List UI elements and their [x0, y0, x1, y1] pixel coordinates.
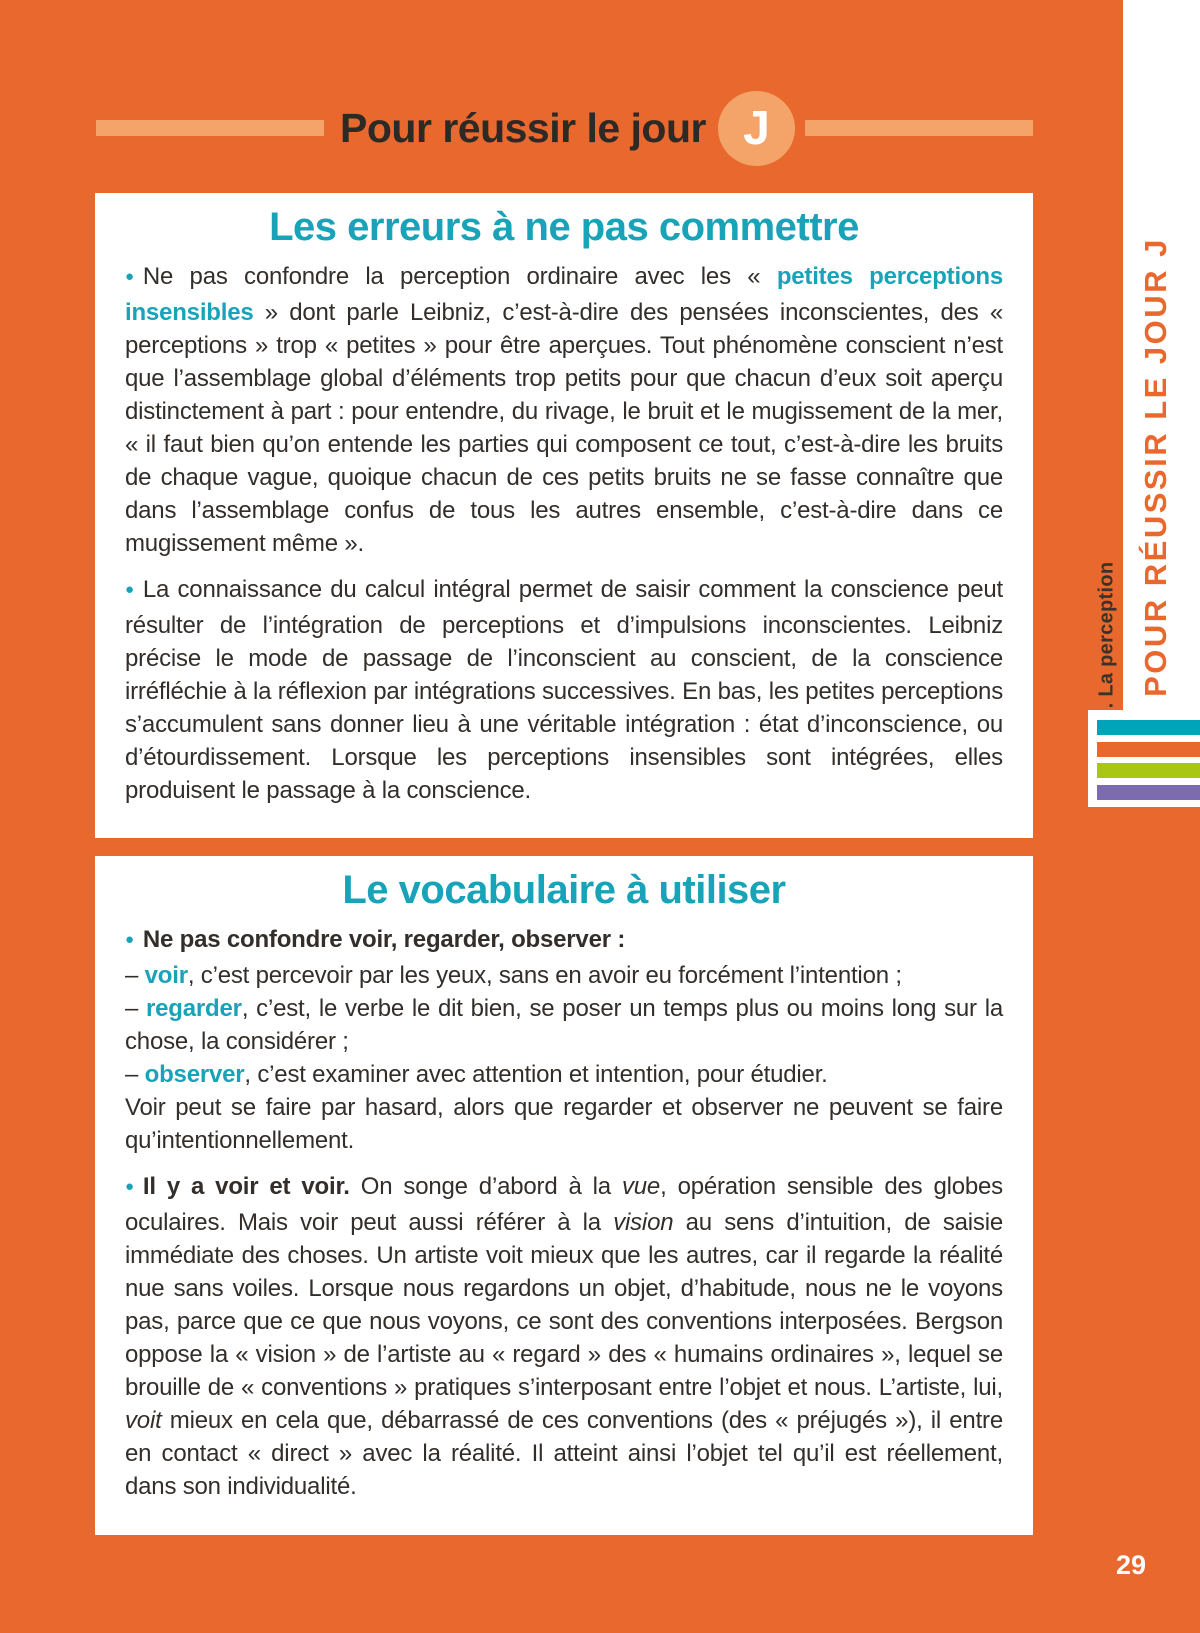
header-rule-left: [96, 120, 324, 136]
section-title: Le vocabulaire à utiliser: [342, 868, 786, 912]
paragraph-text: – regarder, c’est, le verbe le dit bien, se poser un temps plus ou moins long sur la chose, la considérer ;: [125, 995, 1003, 1055]
section-vocabulaire: [95, 856, 1033, 1535]
paragraph-text: Il y a voir et voir. On songe d’abord à la vue, opération sensible des globes oculaires. Mais voir peut aussi référer à la vision au sens d’intuition, de saisie immédiate des choses. Un artiste voit mieux que les autres, car il regarde la réalité nue sans voiles. Lorsque nous regardons un objet, d’habitude, nous ne le voyons pas, parce que ce que nous voyons, ce sont des conventions interposées. Bergson oppose la « vision » de l’artiste au « regard » des « humains ordinaires », lequel se brouille de « conventions » pratiques s’interposant entre l’objet et nous. L’artiste, lui, voit mieux en cela que, débarrassé de ces conventions (des « préjugés »), il entre en contact « direct » avec la réalité. Il atteint ainsi l’objet tel qu’il est réellement, dans son individualité.: [125, 1173, 1003, 1500]
paragraph: [125, 959, 1003, 992]
paragraph-text: – observer, c’est examiner avec attention et intention, pour étudier.: [125, 1061, 828, 1088]
day-j-badge: [718, 91, 795, 166]
sidebar-color-bar-teal: [1097, 720, 1200, 735]
page-title: Pour réussir le jour: [340, 104, 706, 151]
paragraph-text: Ne pas confondre la perception ordinaire avec les « petites perceptions insensibles » dont parle Leibniz, c’est-à-dire des pensées inconscientes, des « perceptions » trop « petites » pour être aperçues. Tout phénomène conscient n’est que l’assemblage global d’éléments trop petits pour que chacun d’eux soit aperçu distinctement à part : pour entendre, du rivage, le bruit et le mugissement de la mer, « il faut bien qu’on entende les parties qui composent ce tout, c’est-à-dire les bruits de chaque vague, quoique chacun de ces petits bruits ne se fasse connaître que dans l’assemblage confus de tous les autres ensemble, c’est-à-dire dans ce mugissement même ».: [125, 263, 1003, 557]
paragraph: [125, 923, 1003, 959]
sidebar-color-bar-orange: [1097, 742, 1200, 757]
section-erreurs: [95, 193, 1033, 838]
paragraph-text: – voir, c’est percevoir par les yeux, sans en avoir eu forcément l’intention ;: [125, 962, 902, 989]
paragraph: [125, 1058, 1003, 1091]
sidebar-color-bar-purple: [1097, 785, 1200, 800]
page-header: [96, 86, 1033, 170]
sidebar-color-bar-green: [1097, 763, 1200, 778]
page-number: 29: [1116, 1550, 1147, 1580]
paragraph-text: Voir peut se faire par hasard, alors que regarder et observer ne peuvent se faire qu’intentionnellement.: [125, 1094, 1003, 1154]
bullet-icon: ●: [125, 931, 134, 948]
paragraph-text: Ne pas confondre voir, regarder, observer :: [142, 926, 626, 953]
bullet-icon: ●: [125, 268, 134, 285]
day-j-badge-letter: J: [743, 101, 770, 155]
paragraph: [125, 260, 1003, 560]
paragraph: [125, 1170, 1003, 1503]
section-title: Les erreurs à ne pas commettre: [269, 205, 859, 249]
paragraph-text: La connaissance du calcul intégral permet de saisir comment la conscience peut résulter de l’intégration de perceptions et d’impulsions inconscientes. Leibniz précise le mode de passage de l’inconscient au conscient, de la conscience irréfléchie à la réflexion par intégrations successives. En bas, les petites perceptions s’accumulent sans donner lieu à une véritable intégration : état d’inconscience, ou d’étourdissement. Lorsque les perceptions insensibles sont intégrées, elles produisent le passage à la conscience.: [125, 576, 1003, 804]
paragraph: [125, 573, 1003, 807]
paragraph: [125, 1091, 1003, 1157]
bullet-icon: ●: [125, 1178, 134, 1195]
sidebar-chapter-label: . La perception: [1095, 561, 1118, 709]
paragraph: [125, 992, 1003, 1058]
header-rule-right: [805, 120, 1033, 136]
bullet-icon: ●: [125, 581, 134, 598]
sidebar-vertical-title: POUR RÉUSSIR LE JOUR J: [1138, 237, 1173, 697]
